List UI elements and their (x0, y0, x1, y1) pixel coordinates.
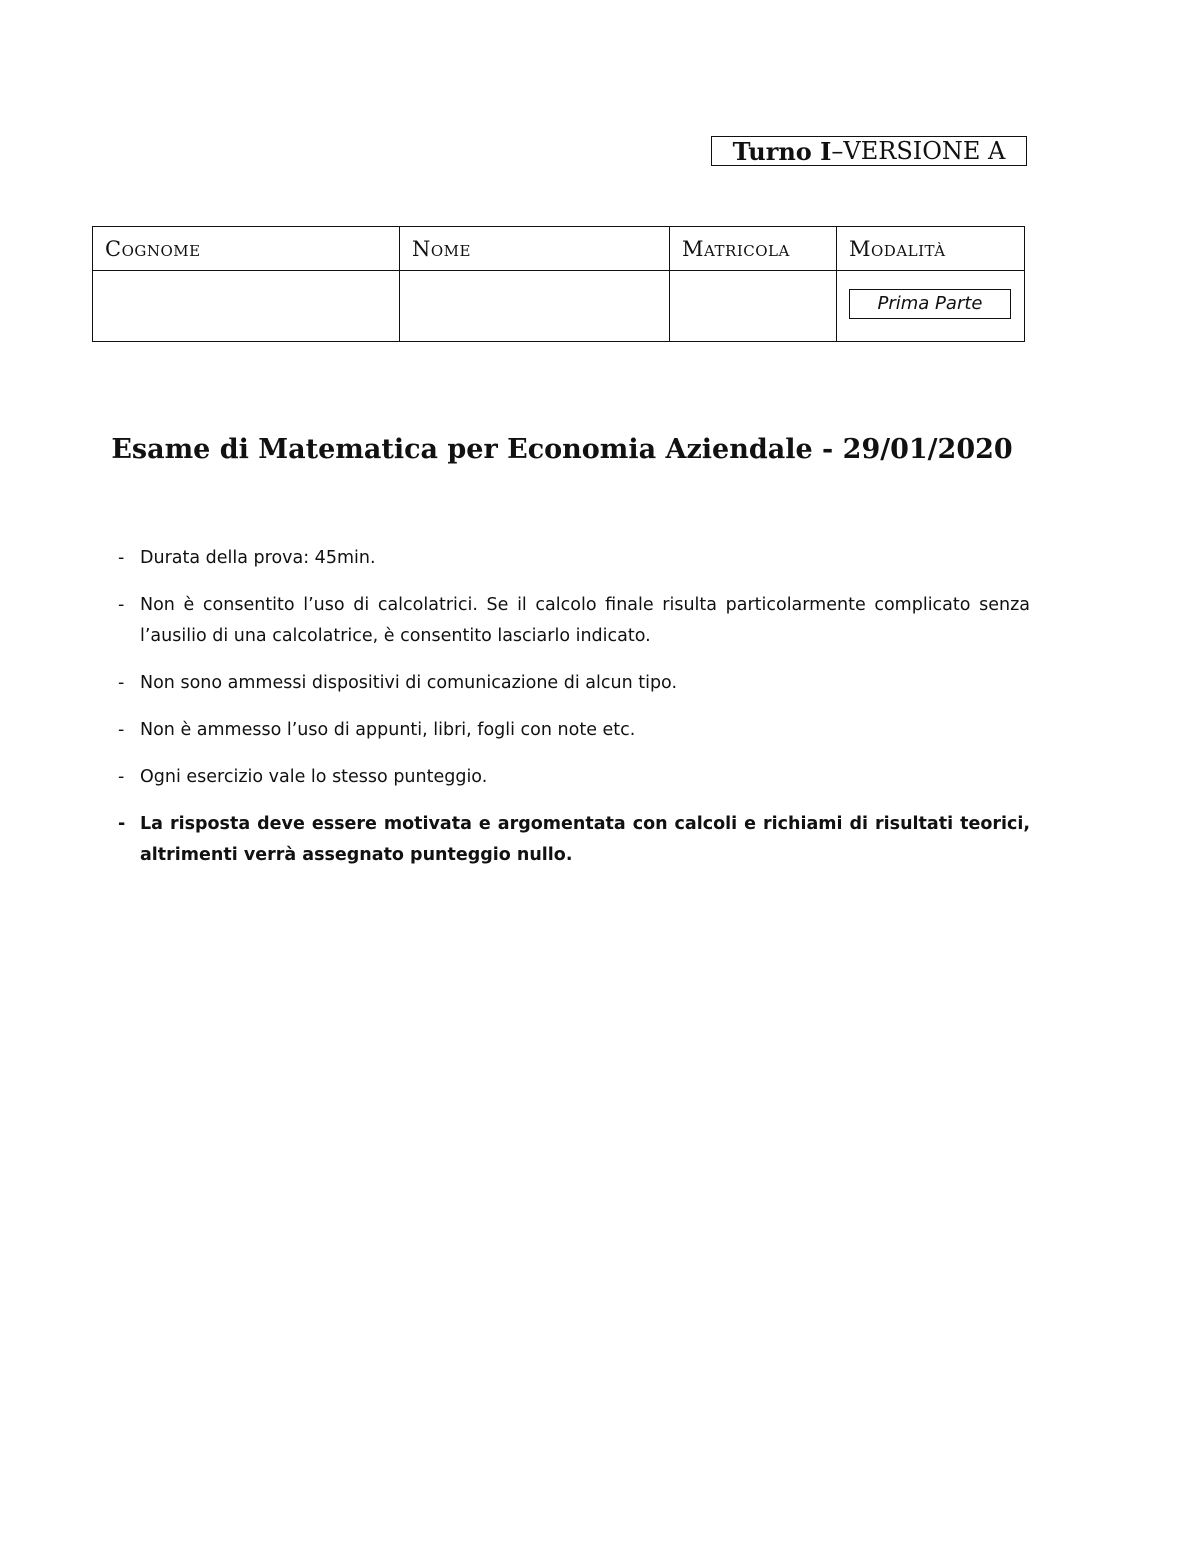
table-entry-row (93, 271, 1025, 342)
rules-list (118, 543, 1030, 887)
modalita-badge: Prima Parte (849, 289, 1011, 319)
rule-text: Durata della prova: 45min. (140, 548, 376, 568)
rule-item (118, 590, 1030, 652)
turno-label: Turno I (732, 136, 832, 166)
rule-dash: - (118, 767, 125, 787)
student-info-table (92, 226, 1025, 342)
rule-dash: - (118, 595, 125, 615)
table-header-row (93, 227, 1025, 271)
exam-title: Esame di Matematica per Economia Aziendale - 29/01/2020 (111, 434, 1013, 465)
header-nome: Nome (400, 227, 670, 271)
rule-dash: - (118, 673, 125, 693)
version-label (711, 136, 1027, 166)
rule-dash: - (118, 720, 125, 740)
cognome-field[interactable] (93, 271, 400, 342)
version-text: –VERSIONE A (831, 137, 1006, 165)
rule-text: Non è ammesso l’uso di appunti, libri, fogli con note etc. (140, 720, 636, 740)
rule-text: La risposta deve essere motivata e argomentata con calcoli e richiami di risultati teorici, altrimenti verrà assegnato punteggio nullo. (140, 814, 1030, 865)
rule-text: Ogni esercizio vale lo stesso punteggio. (140, 767, 488, 787)
rule-dash: - (118, 548, 125, 568)
header-matricola: Matricola (670, 227, 837, 271)
rule-dash: - (118, 814, 126, 834)
rule-text: Non sono ammessi dispositivi di comunicazione di alcun tipo. (140, 673, 678, 693)
rule-item (118, 668, 1030, 699)
rule-item (118, 715, 1030, 746)
modalita-cell (837, 271, 1025, 342)
nome-field[interactable] (400, 271, 670, 342)
rule-item (118, 762, 1030, 793)
rule-text: Non è consentito l’uso di calcolatrici. Se il calcolo finale risulta particolarmente complicato senza l’ausilio di una calcolatrice, è consentito lasciarlo indicato. (140, 595, 1030, 646)
header-cognome: Cognome (93, 227, 400, 271)
rule-item (118, 543, 1030, 574)
header-modalita: Modalità (837, 227, 1025, 271)
rule-item-emphasized (118, 809, 1030, 871)
matricola-field[interactable] (670, 271, 837, 342)
